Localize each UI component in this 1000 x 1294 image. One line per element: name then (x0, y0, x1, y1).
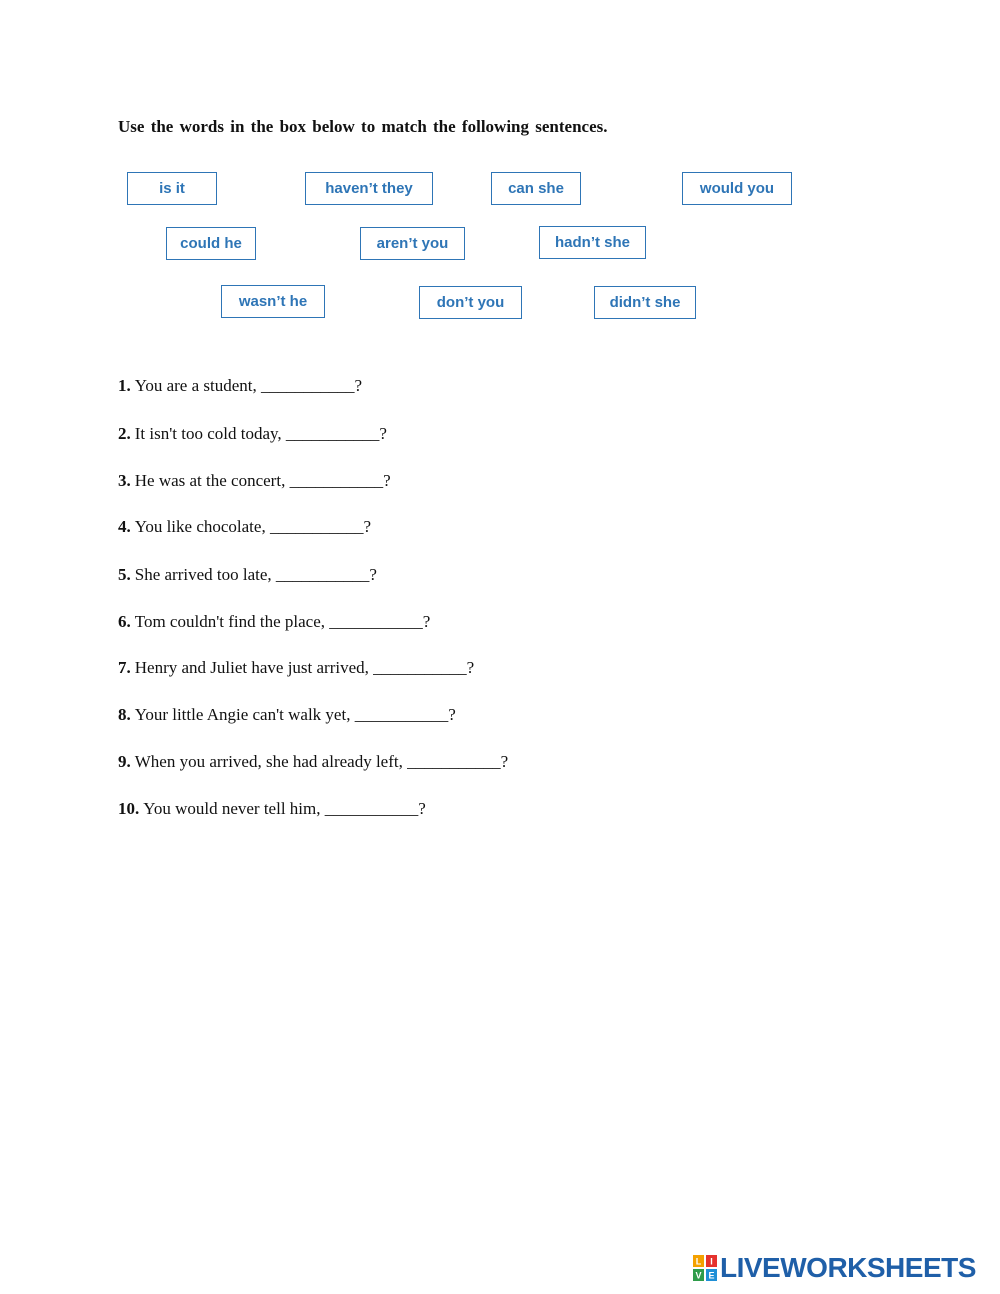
logo-mark-letter: I (710, 1256, 713, 1267)
word-box-arent-you[interactable]: aren’t you (360, 227, 465, 260)
word-box-hadnt-she[interactable]: hadn’t she (539, 226, 646, 259)
question-item[interactable] (118, 612, 430, 632)
word-box-havent-they[interactable]: haven’t they (305, 172, 433, 205)
question-item[interactable] (118, 471, 391, 491)
question-text: You would never tell him, ___________? (143, 799, 426, 818)
question-number: 6. (118, 612, 131, 631)
question-number: 1. (118, 376, 131, 395)
question-text: Henry and Juliet have just arrived, ___________? (134, 658, 475, 677)
word-box-dont-you[interactable]: don’t you (419, 286, 522, 319)
question-item[interactable] (118, 565, 377, 585)
question-number: 9. (118, 752, 131, 771)
question-text: Tom couldn't find the place, ___________? (134, 612, 431, 631)
question-number: 7. (118, 658, 131, 677)
question-text: It isn't too cold today, ___________? (134, 424, 387, 443)
question-item[interactable] (118, 517, 371, 537)
question-item[interactable] (118, 752, 508, 772)
word-box-could-he[interactable]: could he (166, 227, 256, 260)
question-text: You are a student, ___________? (134, 376, 363, 395)
liveworksheets-logo (693, 1253, 976, 1283)
logo-mark-letter: V (695, 1270, 702, 1281)
question-text: He was at the concert, ___________? (134, 471, 391, 490)
word-box-can-she[interactable]: can she (491, 172, 581, 205)
question-number: 10. (118, 799, 140, 818)
logo-mark-letter: L (695, 1256, 702, 1267)
liveworksheets-logo-icon (693, 1255, 717, 1281)
instruction-text: Use the words in the box below to match the following sentences. (118, 117, 608, 136)
logo-text: LIVEWORKSHEETS (720, 1252, 976, 1283)
question-number: 2. (118, 424, 131, 443)
logo-mark-letter: E (708, 1270, 715, 1281)
question-text: Your little Angie can't walk yet, ___________? (134, 705, 456, 724)
word-box-didnt-she[interactable]: didn’t she (594, 286, 696, 319)
question-item[interactable] (118, 424, 387, 444)
question-text: You like chocolate, ___________? (134, 517, 371, 536)
question-item[interactable] (118, 376, 362, 396)
question-item[interactable] (118, 658, 474, 678)
word-box-would-you[interactable]: would you (682, 172, 792, 205)
question-item[interactable] (118, 799, 426, 819)
question-number: 5. (118, 565, 131, 584)
word-box-wasnt-he[interactable]: wasn’t he (221, 285, 325, 318)
question-item[interactable] (118, 705, 456, 725)
question-number: 4. (118, 517, 131, 536)
question-number: 8. (118, 705, 131, 724)
question-text: When you arrived, she had already left, ___________? (134, 752, 509, 771)
question-text: She arrived too late, ___________? (134, 565, 377, 584)
question-number: 3. (118, 471, 131, 490)
word-box-is-it[interactable]: is it (127, 172, 217, 205)
